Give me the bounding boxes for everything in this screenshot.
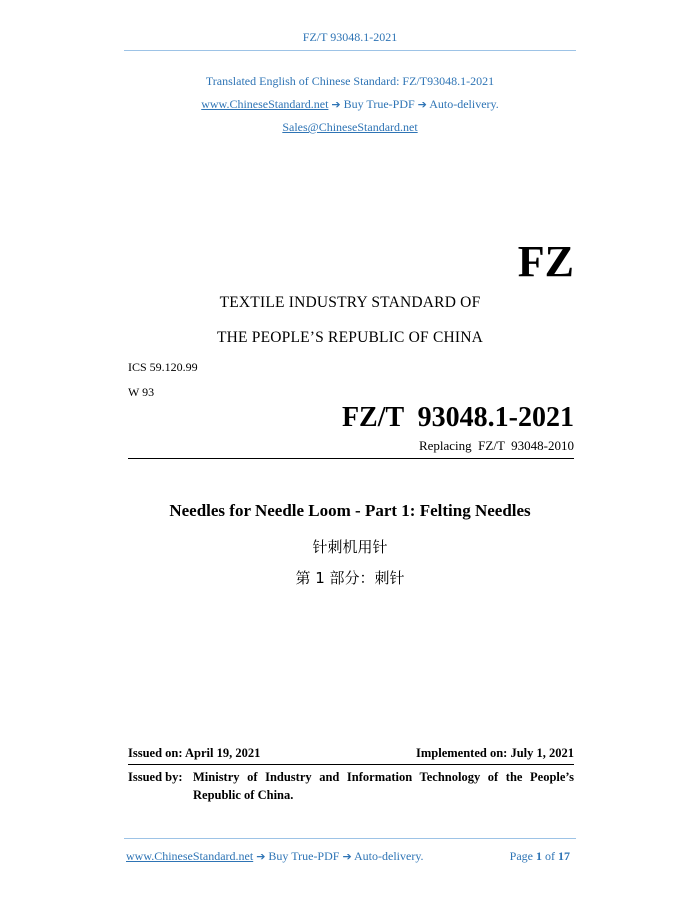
replacing-note: Replacing FZ/T 93048-2010 — [418, 438, 574, 453]
ics-code: ICS 59.120.99 — [128, 360, 198, 374]
banner-purchase-line — [0, 97, 700, 112]
issued-by-label: Issued by: — [128, 770, 183, 784]
of-label: of — [545, 849, 555, 863]
right-arrow-icon: ➔ — [417, 98, 427, 111]
banner-site-link[interactable]: www.ChineseStandard.net — [201, 97, 329, 111]
w-code: W 93 — [128, 385, 155, 399]
banner-delivery-text: Auto-delivery. — [429, 97, 499, 111]
page-total: 17 — [558, 849, 570, 863]
running-header: FZ/T 93048.1-2021 — [302, 30, 398, 44]
banner-email-line — [0, 120, 700, 135]
implemented-on-date: Implemented on: July 1, 2021 — [416, 746, 574, 760]
banner-translation-line: Translated English of Chinese Standard: FZ/T93048.1-2021 — [205, 74, 495, 88]
right-arrow-icon: ➔ — [331, 98, 341, 111]
banner-buy-text: Buy True-PDF — [343, 97, 415, 111]
issued-by-line1: Ministry of Industry and Information Technology of the People’s — [193, 770, 574, 784]
header-divider — [124, 50, 576, 51]
right-arrow-icon: ➔ — [342, 850, 352, 863]
issued-by-line2: Republic of China. — [193, 788, 294, 802]
banner-email-link[interactable]: Sales@ChineseStandard.net — [282, 120, 418, 134]
page-indicator — [510, 849, 570, 864]
standard-mark: FZ — [517, 237, 574, 286]
document-divider — [128, 458, 574, 459]
footer-buy-text: Buy True-PDF — [268, 849, 340, 863]
page-number: 1 — [536, 849, 542, 863]
standard-type-line1: TEXTILE INDUSTRY STANDARD OF — [219, 294, 481, 311]
issued-on-date: Issued on: April 19, 2021 — [128, 746, 261, 760]
footer-purchase-line — [126, 849, 424, 864]
standard-type-line2: THE PEOPLE’S REPUBLIC OF CHINA — [216, 329, 484, 346]
footer-divider — [124, 838, 576, 839]
document-subtitle-cn: 第 1 部分：刺针 — [295, 569, 405, 587]
page-label: Page — [509, 849, 533, 863]
document-code: FZ/T 93048.1-2021 — [341, 402, 574, 433]
right-arrow-icon: ➔ — [256, 850, 266, 863]
document-title-en: Needles for Needle Loom - Part 1: Felting Needles — [169, 501, 531, 520]
document-title-cn: 针刺机用针 — [312, 538, 388, 556]
footer-delivery-text: Auto-delivery. — [354, 849, 424, 863]
issue-divider — [128, 764, 574, 765]
footer-site-link[interactable]: www.ChineseStandard.net — [126, 849, 254, 863]
